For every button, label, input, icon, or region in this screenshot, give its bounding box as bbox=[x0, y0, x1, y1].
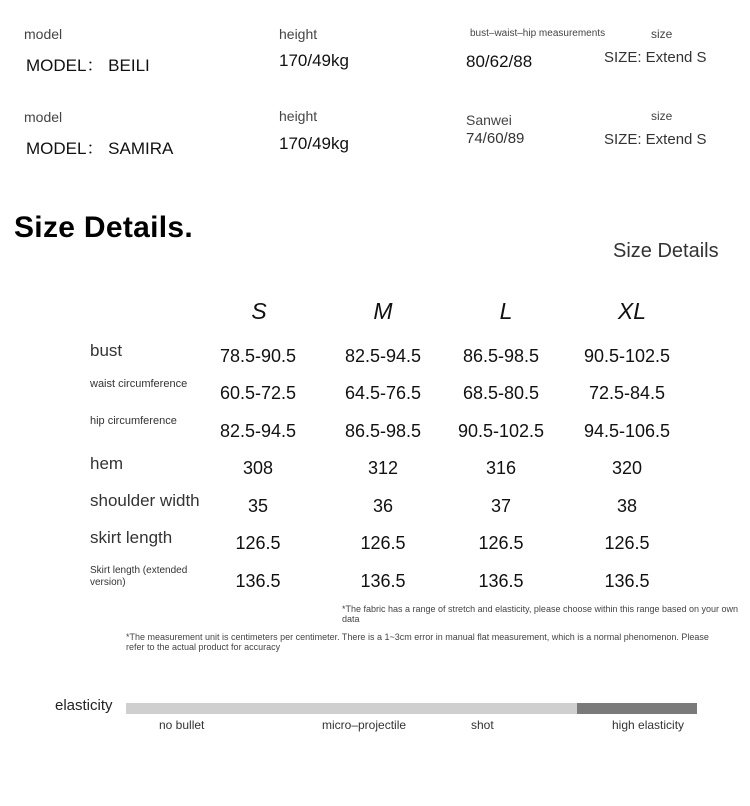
table-cell: 94.5-106.5 bbox=[583, 421, 671, 441]
scale-label-shot: shot bbox=[471, 718, 494, 732]
table-cell: 68.5-80.5 bbox=[462, 383, 540, 403]
table-cell: 136.5 bbox=[235, 571, 281, 591]
scale-label-no-bullet: no bullet bbox=[159, 718, 205, 732]
row-label-shoulder: shoulder width bbox=[90, 491, 200, 510]
size-label: size bbox=[651, 109, 673, 123]
row-label-hip: hip circumference bbox=[90, 415, 177, 427]
table-cell: 82.5-94.5 bbox=[344, 346, 422, 366]
model-name: MODEL： SAMIRA bbox=[26, 139, 174, 158]
elasticity-selected-segment bbox=[577, 703, 697, 714]
row-label-waist: waist circumference bbox=[90, 378, 188, 390]
table-cell: 136.5 bbox=[604, 571, 650, 591]
size-details-side-title: Size Details bbox=[613, 240, 719, 262]
table-cell: 126.5 bbox=[478, 533, 524, 553]
row-label-skirt-length: skirt length bbox=[90, 528, 173, 547]
table-cell: 136.5 bbox=[360, 571, 406, 591]
row-label-hem: hem bbox=[90, 454, 124, 473]
table-cell: 136.5 bbox=[478, 571, 524, 591]
table-cell: 37 bbox=[490, 496, 512, 516]
table-cell: 320 bbox=[611, 458, 643, 478]
size-column-s: S bbox=[251, 298, 267, 324]
measurements-label: bust–waist–hip measurements bbox=[470, 28, 606, 39]
size-column-m: M bbox=[373, 298, 393, 324]
table-cell: 90.5-102.5 bbox=[457, 421, 545, 441]
table-cell: 64.5-76.5 bbox=[344, 383, 422, 403]
table-cell: 126.5 bbox=[604, 533, 650, 553]
table-cell: 35 bbox=[247, 496, 269, 516]
height-label: height bbox=[279, 108, 318, 124]
fabric-note: *The fabric has a range of stretch and elasticity, please choose within this range based on your own data bbox=[342, 604, 739, 624]
size-column-l: L bbox=[499, 298, 513, 324]
table-cell: 86.5-98.5 bbox=[462, 346, 540, 366]
table-cell: 78.5-90.5 bbox=[219, 346, 297, 366]
table-cell: 82.5-94.5 bbox=[219, 421, 297, 441]
scale-label-micro-projectile: micro–projectile bbox=[322, 718, 407, 732]
model-measurements: 80/62/88 bbox=[466, 52, 533, 71]
measurement-note: *The measurement unit is centimeters per centimeter. There is a 1~3cm error in manual flat measurement, which is a normal phenomenon. Please refer to the actual product for accuracy bbox=[126, 632, 709, 652]
size-details-title: Size Details. bbox=[14, 211, 193, 244]
table-cell: 90.5-102.5 bbox=[583, 346, 671, 366]
height-label: height bbox=[279, 26, 318, 42]
model-height: 170/49kg bbox=[279, 134, 349, 153]
row-label-bust: bust bbox=[90, 341, 123, 360]
elasticity-bar bbox=[126, 703, 697, 714]
model-size: SIZE: Extend S bbox=[604, 131, 707, 148]
table-cell: 316 bbox=[485, 458, 517, 478]
table-cell: 86.5-98.5 bbox=[344, 421, 422, 441]
table-cell: 60.5-72.5 bbox=[219, 383, 297, 403]
table-cell: 126.5 bbox=[235, 533, 281, 553]
table-cell: 308 bbox=[242, 458, 274, 478]
table-cell: 36 bbox=[372, 496, 394, 516]
table-cell: 72.5-84.5 bbox=[588, 383, 666, 403]
elasticity-label: elasticity bbox=[55, 697, 113, 714]
measurements-label: Sanwei bbox=[466, 112, 512, 128]
model-label: model bbox=[24, 26, 63, 42]
model-size: SIZE: Extend S bbox=[604, 49, 707, 66]
model-name: MODEL： BEILI bbox=[26, 56, 150, 75]
row-label-skirt-length-extended: Skirt length (extended version) bbox=[90, 565, 188, 588]
table-cell: 38 bbox=[616, 496, 638, 516]
model-label: model bbox=[24, 109, 63, 125]
table-cell: 126.5 bbox=[360, 533, 406, 553]
size-label: size bbox=[651, 27, 673, 41]
size-column-xl: XL bbox=[617, 298, 647, 324]
model-height: 170/49kg bbox=[279, 51, 349, 70]
table-cell: 312 bbox=[367, 458, 399, 478]
model-measurements: 74/60/89 bbox=[466, 130, 525, 147]
scale-label-high-elasticity: high elasticity bbox=[612, 718, 685, 732]
